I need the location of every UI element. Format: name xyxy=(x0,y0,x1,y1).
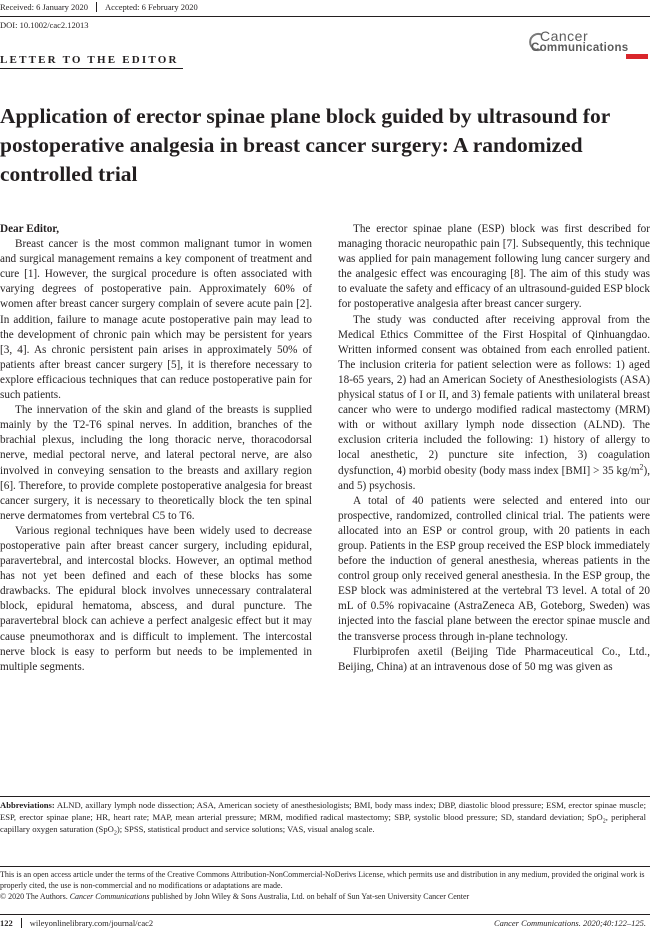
paragraph: Flurbiprofen axetil (Beijing Tide Pharmaceutical Co., Ltd., Beijing, China) at an intravenous dose of 50 mg was given as xyxy=(338,645,650,673)
abbreviations-text: ); SPSS, statistical product and service solutions; VAS, visual analog scale. xyxy=(116,824,375,835)
license-text: This is an open access article under the terms of the Creative Commons Attribution-NonCommercial-NoDerivs License, which permits use and distribution in any medium, provided the original work is properly cited, the use is non-commercial and no modifications or adaptations are made. xyxy=(0,870,645,891)
paragraph: The erector spinae plane (ESP) block was first described for managing thoracic neuropathic pain [7]. Subsequently, this technique was applied for pain management following lung cancer surgery and the analgesic effect was encouraging [8]. The aim of this study was to evaluate the safety and efficacy of an ultrasound-guided ESP block for postoperative analgesia after breast cancer surgery. xyxy=(338,223,650,311)
doi: DOI: 10.1002/cac2.12013 xyxy=(0,20,89,30)
logo-line2: Communications xyxy=(531,42,629,54)
right-column xyxy=(338,222,650,675)
subscript: 2 xyxy=(602,818,606,825)
paragraph xyxy=(338,313,650,494)
salutation: Dear Editor, xyxy=(0,223,60,235)
footer-divider xyxy=(0,914,650,915)
paragraph: A total of 40 patients were selected and entered into our prospective, randomized, controlled clinical trial. The patients were allocated into an ESP or control group, with 20 patients in each group. Patients in the ESP group received the ESP block immediately before the induction of general anesthesia, whereas patients in the control group only received general anesthesia. In the ESP group, the ESP block was administered at the vertebral T3 level. A total of 20 mL of 0.5% ropivacaine (AstraZeneca AB, Goteborg, Sweden) was injected into the fascial plane between the erector spinae muscle and the transverse process through in-plane technology. xyxy=(338,494,650,643)
citation xyxy=(494,918,646,928)
subscript: 2 xyxy=(113,831,117,838)
journal-url[interactable]: wileyonlinelibrary.com/journal/cac2 xyxy=(29,918,154,928)
logo-red-tag xyxy=(626,54,648,59)
accepted-date: Accepted: 6 February 2020 xyxy=(105,2,198,12)
journal-name: Cancer Communications xyxy=(69,892,150,902)
copyright-text: © 2020 The Authors. xyxy=(0,892,70,902)
abbreviations xyxy=(0,799,646,836)
paragraph-text: The study was conducted after receiving approval from the Medical Ethics Committee of the First Hospital of Qinhuangdao. Written informed consent was obtained from each enrolled patient. The inclusion criteria for patient selection were as follows: 1) aged 18-65 years, 2) had an American Society of Anesthesiologists (ASA) physical status of I or II, and 3) female patients with unilateral breast cancer who were to undergo modified radical mastectomy (MRM) with or without axillary lymph node dissection (ALND). The exclusion criteria included the following: 1) history of allergy to local anesthetic, 2) puncture site infection, 3) coagulation dysfunction, 4) morbid obesity (body mass index [BMI] > 35 kg/m xyxy=(338,313,650,477)
paragraph: Breast cancer is the most common malignant tumor in women and surgical management remains a key component of treatment and cure [1]. However, the surgical procedure is often associated with varying degrees of postoperative pain. Approximately 60% of women after breast cancer surgery complain of severe acute pain [2]. In addition, failure to manage acute postoperative pain may lead to the development of chronic pain which may be persistent for years [3, 4]. As chronic persistent pain arises in approximately 50% of patients after breast cancer surgery [5], it is therefore necessary to explore efficacious techniques that can reduce postoperative pain for such patients. xyxy=(0,238,312,402)
paragraph-text: ), and 5) psychosis. xyxy=(338,464,650,492)
copyright xyxy=(0,891,646,902)
citation-text: Cancer Communications. 2020;40:122–125. xyxy=(493,918,646,928)
section-underline xyxy=(0,68,183,69)
logo-line1: Cancer xyxy=(540,28,589,44)
license-divider xyxy=(0,866,650,867)
received-date: Received: 6 January 2020 xyxy=(0,2,97,12)
paragraph: The innervation of the skin and gland of the breasts is supplied mainly by the T2-T6 spinal nerves. In addition, branches of the brachial plexus, including the long thoracic nerve, thoracodorsal nerve, medial pectoral nerve, and lateral pectoral nerve, are also involved in conveying sensation to the breasts and axillary region [6]. Therefore, to provide complete postoperative analgesia for breast cancer surgery, it is necessary to theoretically block the ten spinal nerve dermatomes from vertebral C5 to T6. xyxy=(0,404,312,522)
abbreviations-divider xyxy=(0,796,650,797)
abbreviations-text: , peripheral capillary oxygen saturation (SpO xyxy=(0,812,646,835)
journal-logo xyxy=(526,29,650,59)
abbreviations-text: ALND, axillary lymph node dissection; ASA, American society of anesthesiologists; BMI, body mass index; DBP, diastolic blood pressure; ESM, erector spinae muscle; ESP, erector spinae plane; HR, heart rate; MAP, mean arterial pressure; MRM, modified radical mastectomy; SBP, systolic blood pressure; SD, standard deviation; SpO xyxy=(0,800,646,823)
section-label: LETTER TO THE EDITOR xyxy=(0,54,179,66)
paragraph: Various regional techniques have been widely used to decrease postoperative pain after breast cancer surgery, including epidural, paravertebral, and intercostal blocks. However, an optimal method has not yet been defined and each of these blocks has some drawbacks. The epidural block involves unnecessary contralateral block, epidural hematoma, abscess, and dural puncture. The paravertebral block can achieve a perfect analgesic effect but it may cause pneumothorax and is difficult to implement. The intercostal nerve block is easy to perform but needs to be implemented in multiple segments. xyxy=(0,524,312,673)
header-divider xyxy=(0,16,650,17)
article-dates xyxy=(0,2,198,12)
footer-left xyxy=(0,918,153,928)
left-column xyxy=(0,222,312,675)
article-title: Application of erector spinae plane block guided by ultrasound for postoperative analgesia in breast cancer surgery: A randomized controlled trial xyxy=(0,104,610,186)
superscript: 2 xyxy=(639,461,644,471)
page-number: 122 xyxy=(0,918,22,928)
license xyxy=(0,869,646,903)
copyright-text: published by John Wiley & Sons Australia, Ltd. on behalf of Sun Yat-sen University Cancer Center xyxy=(149,892,470,902)
abbreviations-label: Abbreviations: xyxy=(0,800,55,810)
